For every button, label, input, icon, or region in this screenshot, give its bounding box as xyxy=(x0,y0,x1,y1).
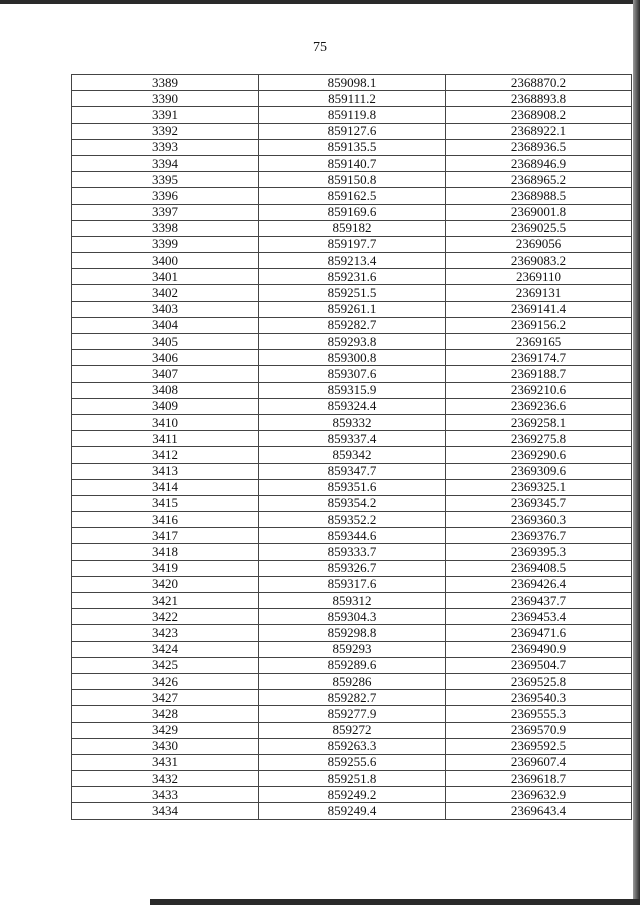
y-coordinate-cell: 2369471.6 xyxy=(446,625,632,641)
table-row xyxy=(72,317,632,333)
x-coordinate-cell: 859119.8 xyxy=(259,107,446,123)
table-row xyxy=(72,657,632,673)
y-coordinate-cell: 2369408.5 xyxy=(446,560,632,576)
table-row xyxy=(72,544,632,560)
point-number-cell: 3399 xyxy=(72,236,259,252)
table-row xyxy=(72,447,632,463)
table-row xyxy=(72,285,632,301)
x-coordinate-cell: 859352.2 xyxy=(259,512,446,528)
x-coordinate-cell: 859354.2 xyxy=(259,495,446,511)
x-coordinate-cell: 859213.4 xyxy=(259,253,446,269)
table-row xyxy=(72,431,632,447)
point-number-cell: 3415 xyxy=(72,495,259,511)
y-coordinate-cell: 2369426.4 xyxy=(446,576,632,592)
y-coordinate-cell: 2369210.6 xyxy=(446,382,632,398)
y-coordinate-cell: 2369165 xyxy=(446,334,632,350)
point-number-cell: 3418 xyxy=(72,544,259,560)
point-number-cell: 3401 xyxy=(72,269,259,285)
x-coordinate-cell: 859282.7 xyxy=(259,690,446,706)
x-coordinate-cell: 859197.7 xyxy=(259,236,446,252)
y-coordinate-cell: 2369490.9 xyxy=(446,641,632,657)
y-coordinate-cell: 2368965.2 xyxy=(446,172,632,188)
x-coordinate-cell: 859111.2 xyxy=(259,91,446,107)
point-number-cell: 3417 xyxy=(72,528,259,544)
point-number-cell: 3428 xyxy=(72,706,259,722)
table-row xyxy=(72,787,632,803)
point-number-cell: 3408 xyxy=(72,382,259,398)
table-row xyxy=(72,382,632,398)
table-row xyxy=(72,576,632,592)
table-row xyxy=(72,172,632,188)
x-coordinate-cell: 859300.8 xyxy=(259,350,446,366)
y-coordinate-cell: 2369258.1 xyxy=(446,414,632,430)
x-coordinate-cell: 859162.5 xyxy=(259,188,446,204)
y-coordinate-cell: 2369325.1 xyxy=(446,479,632,495)
x-coordinate-cell: 859324.4 xyxy=(259,398,446,414)
table-row xyxy=(72,350,632,366)
point-number-cell: 3392 xyxy=(72,123,259,139)
point-number-cell: 3389 xyxy=(72,75,259,91)
x-coordinate-cell: 859169.6 xyxy=(259,204,446,220)
point-number-cell: 3393 xyxy=(72,139,259,155)
table-row xyxy=(72,560,632,576)
point-number-cell: 3425 xyxy=(72,657,259,673)
point-number-cell: 3402 xyxy=(72,285,259,301)
table-row xyxy=(72,479,632,495)
table-row xyxy=(72,690,632,706)
scan-border-right xyxy=(633,0,640,905)
x-coordinate-cell: 859150.8 xyxy=(259,172,446,188)
x-coordinate-cell: 859315.9 xyxy=(259,382,446,398)
x-coordinate-cell: 859286 xyxy=(259,673,446,689)
x-coordinate-cell: 859272 xyxy=(259,722,446,738)
y-coordinate-cell: 2369376.7 xyxy=(446,528,632,544)
x-coordinate-cell: 859255.6 xyxy=(259,754,446,770)
table-row xyxy=(72,609,632,625)
table-row xyxy=(72,236,632,252)
x-coordinate-cell: 859293.8 xyxy=(259,334,446,350)
coordinates-table-body xyxy=(72,75,632,820)
x-coordinate-cell: 859277.9 xyxy=(259,706,446,722)
y-coordinate-cell: 2369395.3 xyxy=(446,544,632,560)
point-number-cell: 3427 xyxy=(72,690,259,706)
coordinates-table xyxy=(71,74,632,820)
scan-border-bottom xyxy=(150,899,640,905)
table-row xyxy=(72,673,632,689)
table-row xyxy=(72,641,632,657)
table-row xyxy=(72,528,632,544)
y-coordinate-cell: 2369453.4 xyxy=(446,609,632,625)
point-number-cell: 3423 xyxy=(72,625,259,641)
point-number-cell: 3416 xyxy=(72,512,259,528)
point-number-cell: 3424 xyxy=(72,641,259,657)
y-coordinate-cell: 2369275.8 xyxy=(446,431,632,447)
x-coordinate-cell: 859140.7 xyxy=(259,155,446,171)
point-number-cell: 3409 xyxy=(72,398,259,414)
point-number-cell: 3398 xyxy=(72,220,259,236)
y-coordinate-cell: 2369643.4 xyxy=(446,803,632,819)
y-coordinate-cell: 2369437.7 xyxy=(446,593,632,609)
point-number-cell: 3434 xyxy=(72,803,259,819)
x-coordinate-cell: 859326.7 xyxy=(259,560,446,576)
x-coordinate-cell: 859351.6 xyxy=(259,479,446,495)
table-row xyxy=(72,75,632,91)
x-coordinate-cell: 859293 xyxy=(259,641,446,657)
x-coordinate-cell: 859337.4 xyxy=(259,431,446,447)
point-number-cell: 3419 xyxy=(72,560,259,576)
table-row xyxy=(72,253,632,269)
point-number-cell: 3395 xyxy=(72,172,259,188)
point-number-cell: 3432 xyxy=(72,771,259,787)
table-row xyxy=(72,463,632,479)
point-number-cell: 3421 xyxy=(72,593,259,609)
x-coordinate-cell: 859332 xyxy=(259,414,446,430)
table-row xyxy=(72,155,632,171)
point-number-cell: 3414 xyxy=(72,479,259,495)
y-coordinate-cell: 2369174.7 xyxy=(446,350,632,366)
point-number-cell: 3426 xyxy=(72,673,259,689)
point-number-cell: 3397 xyxy=(72,204,259,220)
table-row xyxy=(72,706,632,722)
table-row xyxy=(72,334,632,350)
table-row xyxy=(72,625,632,641)
y-coordinate-cell: 2368870.2 xyxy=(446,75,632,91)
point-number-cell: 3429 xyxy=(72,722,259,738)
x-coordinate-cell: 859347.7 xyxy=(259,463,446,479)
y-coordinate-cell: 2369525.8 xyxy=(446,673,632,689)
x-coordinate-cell: 859298.8 xyxy=(259,625,446,641)
x-coordinate-cell: 859304.3 xyxy=(259,609,446,625)
x-coordinate-cell: 859127.6 xyxy=(259,123,446,139)
y-coordinate-cell: 2369607.4 xyxy=(446,754,632,770)
x-coordinate-cell: 859098.1 xyxy=(259,75,446,91)
y-coordinate-cell: 2369188.7 xyxy=(446,366,632,382)
point-number-cell: 3420 xyxy=(72,576,259,592)
y-coordinate-cell: 2369540.3 xyxy=(446,690,632,706)
point-number-cell: 3400 xyxy=(72,253,259,269)
x-coordinate-cell: 859312 xyxy=(259,593,446,609)
point-number-cell: 3430 xyxy=(72,738,259,754)
x-coordinate-cell: 859289.6 xyxy=(259,657,446,673)
point-number-cell: 3404 xyxy=(72,317,259,333)
x-coordinate-cell: 859251.5 xyxy=(259,285,446,301)
x-coordinate-cell: 859261.1 xyxy=(259,301,446,317)
x-coordinate-cell: 859263.3 xyxy=(259,738,446,754)
y-coordinate-cell: 2368988.5 xyxy=(446,188,632,204)
point-number-cell: 3403 xyxy=(72,301,259,317)
table-row xyxy=(72,414,632,430)
y-coordinate-cell: 2369141.4 xyxy=(446,301,632,317)
y-coordinate-cell: 2369618.7 xyxy=(446,771,632,787)
page-number: 75 xyxy=(313,40,327,55)
x-coordinate-cell: 859182 xyxy=(259,220,446,236)
point-number-cell: 3396 xyxy=(72,188,259,204)
y-coordinate-cell: 2369131 xyxy=(446,285,632,301)
table-row xyxy=(72,495,632,511)
y-coordinate-cell: 2369345.7 xyxy=(446,495,632,511)
scan-border-top xyxy=(0,0,640,4)
x-coordinate-cell: 859249.2 xyxy=(259,787,446,803)
table-row xyxy=(72,204,632,220)
table-row xyxy=(72,107,632,123)
x-coordinate-cell: 859249.4 xyxy=(259,803,446,819)
table-row xyxy=(72,512,632,528)
table-row xyxy=(72,593,632,609)
x-coordinate-cell: 859231.6 xyxy=(259,269,446,285)
point-number-cell: 3407 xyxy=(72,366,259,382)
table-row xyxy=(72,771,632,787)
point-number-cell: 3411 xyxy=(72,431,259,447)
x-coordinate-cell: 859282.7 xyxy=(259,317,446,333)
x-coordinate-cell: 859344.6 xyxy=(259,528,446,544)
point-number-cell: 3405 xyxy=(72,334,259,350)
y-coordinate-cell: 2369290.6 xyxy=(446,447,632,463)
point-number-cell: 3410 xyxy=(72,414,259,430)
table-row xyxy=(72,366,632,382)
y-coordinate-cell: 2369110 xyxy=(446,269,632,285)
x-coordinate-cell: 859251.8 xyxy=(259,771,446,787)
table-row xyxy=(72,188,632,204)
y-coordinate-cell: 2369570.9 xyxy=(446,722,632,738)
y-coordinate-cell: 2369504.7 xyxy=(446,657,632,673)
table-row xyxy=(72,139,632,155)
y-coordinate-cell: 2368946.9 xyxy=(446,155,632,171)
table-row xyxy=(72,722,632,738)
table-row xyxy=(72,738,632,754)
point-number-cell: 3391 xyxy=(72,107,259,123)
point-number-cell: 3406 xyxy=(72,350,259,366)
y-coordinate-cell: 2369236.6 xyxy=(446,398,632,414)
table-row xyxy=(72,123,632,139)
y-coordinate-cell: 2369309.6 xyxy=(446,463,632,479)
y-coordinate-cell: 2368908.2 xyxy=(446,107,632,123)
x-coordinate-cell: 859317.6 xyxy=(259,576,446,592)
y-coordinate-cell: 2369156.2 xyxy=(446,317,632,333)
table-row xyxy=(72,220,632,236)
table-row xyxy=(72,754,632,770)
point-number-cell: 3422 xyxy=(72,609,259,625)
y-coordinate-cell: 2368922.1 xyxy=(446,123,632,139)
y-coordinate-cell: 2369592.5 xyxy=(446,738,632,754)
table-row xyxy=(72,398,632,414)
y-coordinate-cell: 2369360.3 xyxy=(446,512,632,528)
x-coordinate-cell: 859342 xyxy=(259,447,446,463)
x-coordinate-cell: 859135.5 xyxy=(259,139,446,155)
y-coordinate-cell: 2369083.2 xyxy=(446,253,632,269)
point-number-cell: 3394 xyxy=(72,155,259,171)
table-row xyxy=(72,803,632,819)
x-coordinate-cell: 859307.6 xyxy=(259,366,446,382)
y-coordinate-cell: 2369632.9 xyxy=(446,787,632,803)
table-row xyxy=(72,91,632,107)
y-coordinate-cell: 2369025.5 xyxy=(446,220,632,236)
x-coordinate-cell: 859333.7 xyxy=(259,544,446,560)
point-number-cell: 3433 xyxy=(72,787,259,803)
y-coordinate-cell: 2368936.5 xyxy=(446,139,632,155)
point-number-cell: 3413 xyxy=(72,463,259,479)
point-number-cell: 3412 xyxy=(72,447,259,463)
point-number-cell: 3390 xyxy=(72,91,259,107)
y-coordinate-cell: 2369001.8 xyxy=(446,204,632,220)
table-row xyxy=(72,301,632,317)
y-coordinate-cell: 2368893.8 xyxy=(446,91,632,107)
point-number-cell: 3431 xyxy=(72,754,259,770)
y-coordinate-cell: 2369056 xyxy=(446,236,632,252)
y-coordinate-cell: 2369555.3 xyxy=(446,706,632,722)
table-row xyxy=(72,269,632,285)
